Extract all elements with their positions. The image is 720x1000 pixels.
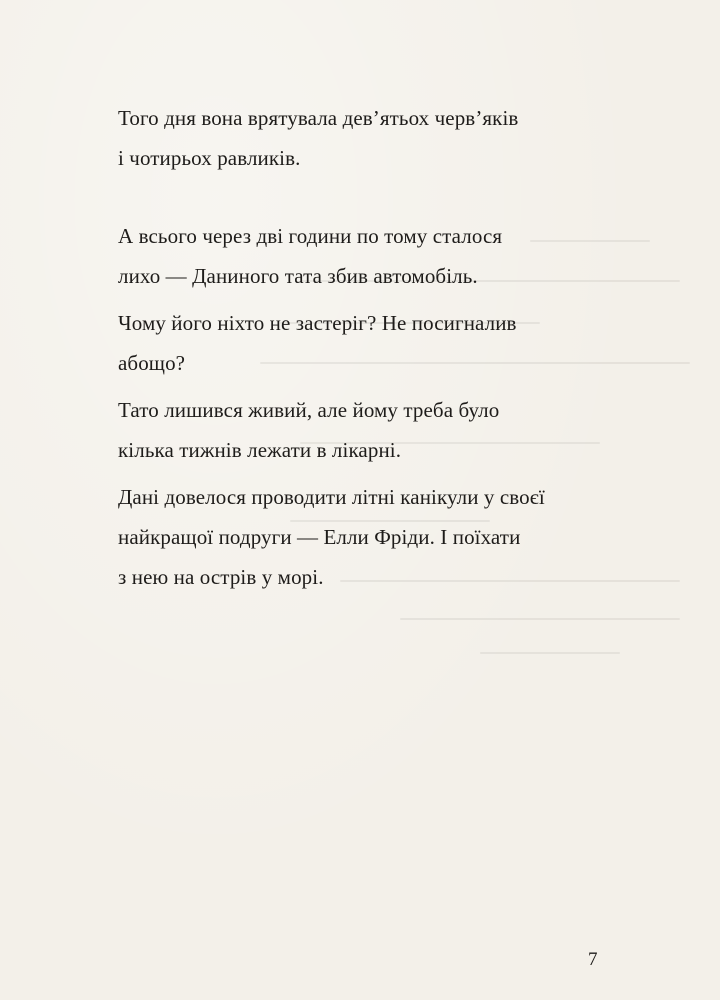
text-line: найкращої подруги — Елли Фріди. І поїхати [118,525,521,549]
text-line: Тато лишився живий, але йому треба було [118,398,500,422]
body-text [118,98,638,597]
text-line: кілька тижнів лежати в лікарні. [118,438,402,462]
text-line: Дані довелося проводити літні канікули у своєї [118,485,545,509]
text-line: з нею на острів у морі. [118,565,324,589]
text-line: А всього через дві години по тому сталося [118,224,503,248]
text-line: лихо — Даниного тата збив автомобіль. [118,264,478,288]
paragraph [118,303,638,383]
paragraph [118,390,638,470]
text-line: абощо? [118,351,186,375]
paragraph [118,98,638,178]
paragraph [118,216,638,296]
page-number: 7 [588,949,598,970]
text-line: і чотирьох равликів. [118,146,301,170]
text-line: Чому його ніхто не застеріг? Не посигналив [118,311,517,335]
text-line: Того дня вона врятувала дев’ятьох черв’яків [118,106,519,130]
paragraph [118,477,638,597]
